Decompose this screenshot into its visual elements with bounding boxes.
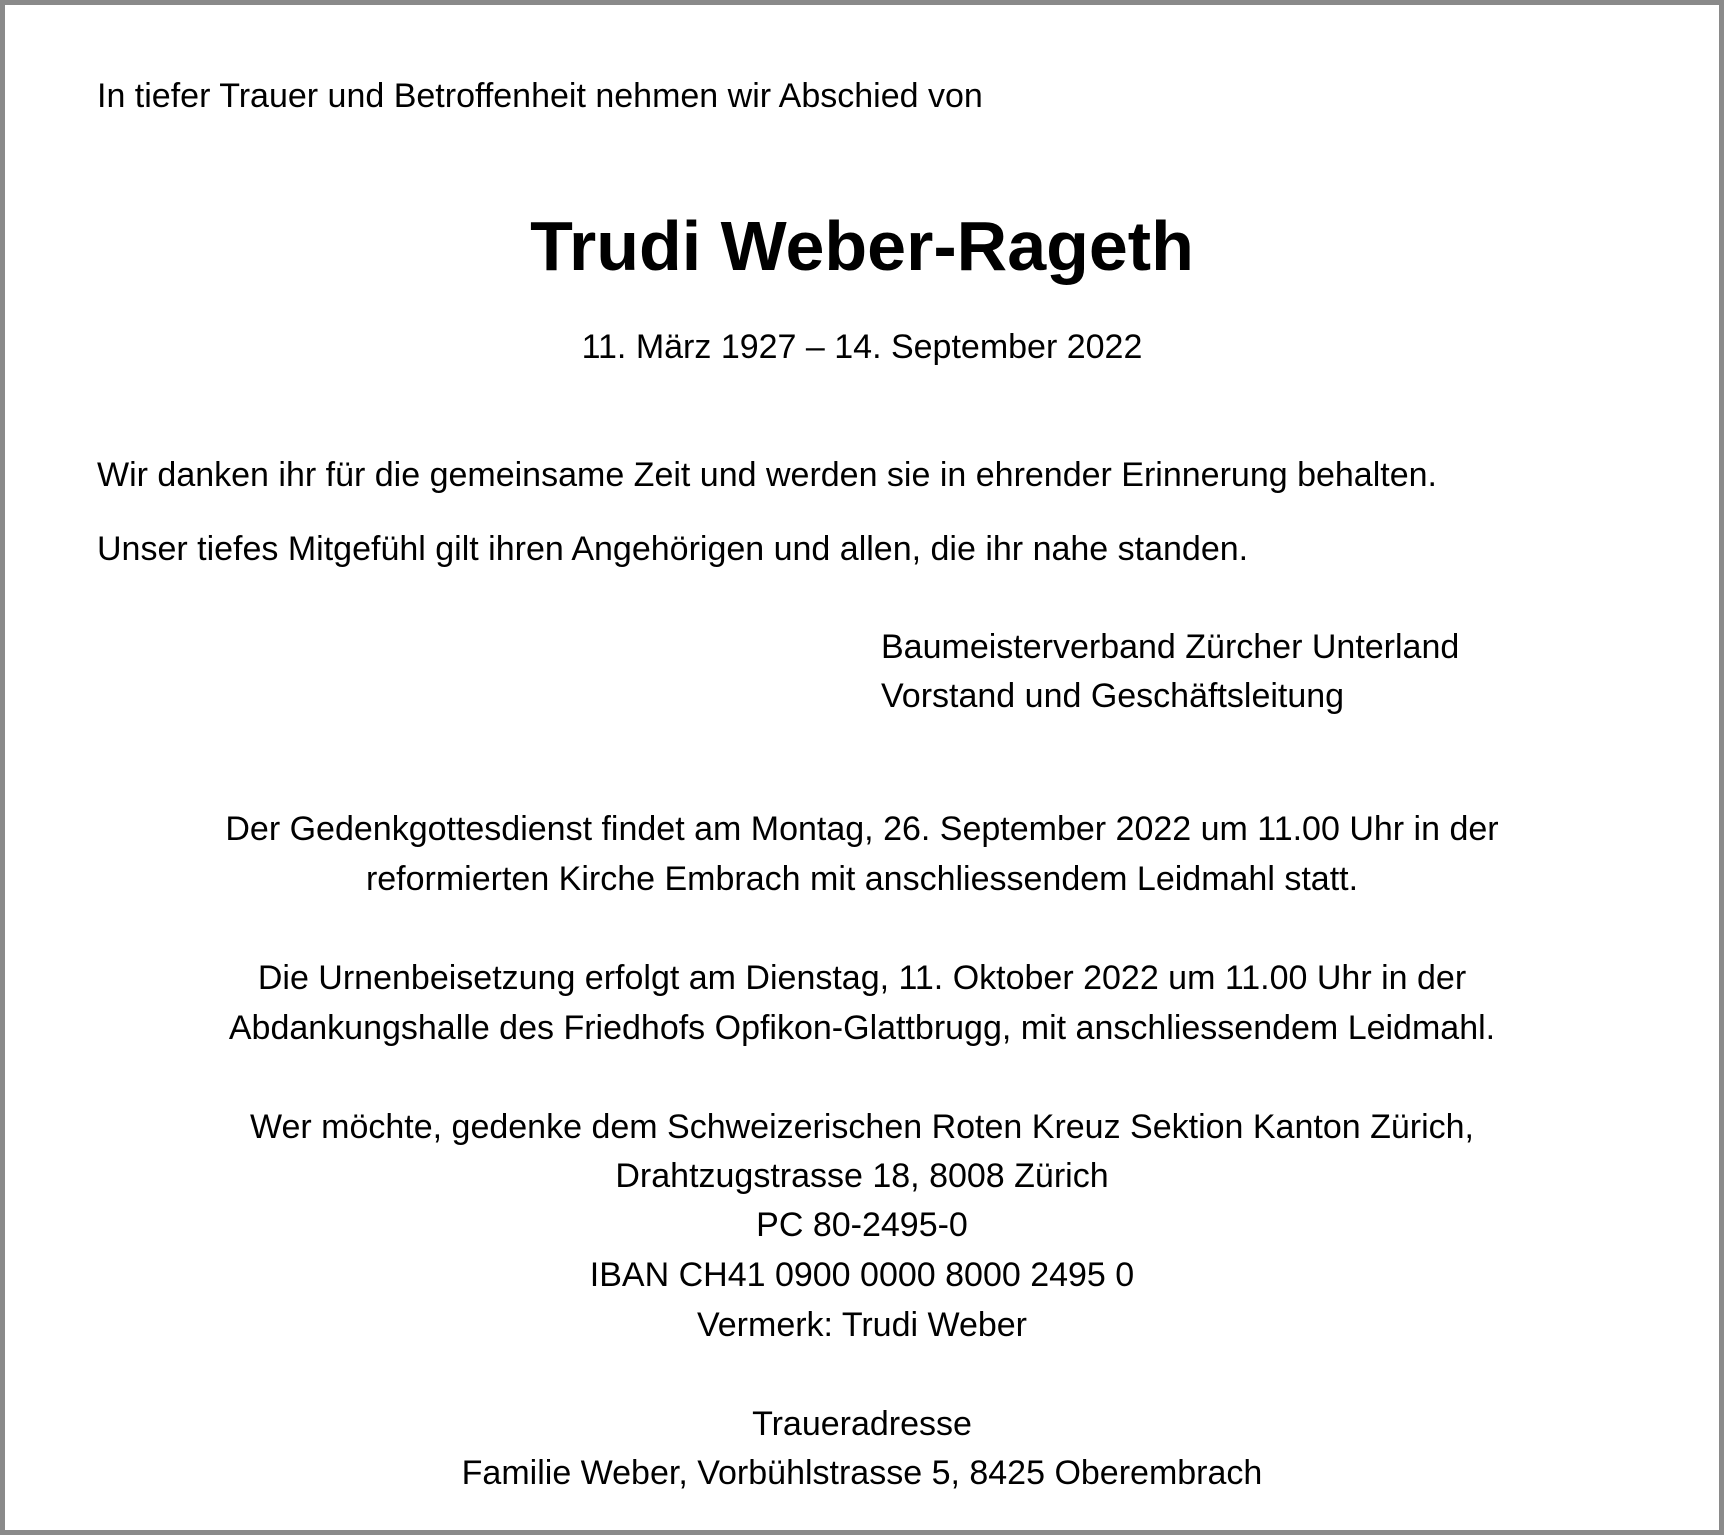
donation-iban: IBAN CH41 0900 0000 8000 2495 0 [589,1256,1135,1294]
donation-reference: Vermerk: Trudi Weber [696,1306,1028,1344]
sender-board: Vorstand und Geschäftsleitung [881,677,1345,715]
urn-burial-line-2: Abdankungshalle des Friedhofs Opfikon-Glattbrugg, mit anschliessendem Leidmahl. [228,1009,1496,1047]
thanks-line-1: Wir danken ihr für die gemeinsame Zeit und werden sie in ehrender Erinnerung behalten. [97,456,1437,494]
intro-text: In tiefer Trauer und Betroffenheit nehmen wir Abschied von [97,77,983,115]
donation-postal-account: PC 80-2495-0 [756,1206,968,1244]
donation-address: Drahtzugstrasse 18, 8008 Zürich [615,1157,1109,1195]
mourning-address-label: Traueradresse [752,1405,972,1443]
memorial-service-line-1: Der Gedenkgottesdienst findet am Montag, 26. September 2022 um 11.00 Uhr in der [225,810,1499,848]
donation-request: Wer möchte, gedenke dem Schweizerischen Roten Kreuz Sektion Kanton Zürich, [250,1108,1474,1146]
thanks-line-2: Unser tiefes Mitgefühl gilt ihren Angehörigen und allen, die ihr nahe standen. [97,530,1249,568]
mourning-address: Familie Weber, Vorbühlstrasse 5, 8425 Oberembrach [461,1454,1263,1492]
deceased-name: Trudi Weber-Rageth [530,207,1194,285]
memorial-service-line-2: reformierten Kirche Embrach mit anschliessendem Leidmahl statt. [365,860,1359,898]
sender-organization: Baumeisterverband Zürcher Unterland [881,628,1460,666]
urn-burial-line-1: Die Urnenbeisetzung erfolgt am Dienstag, 11. Oktober 2022 um 11.00 Uhr in der [257,959,1467,997]
life-dates: 11. März 1927 – 14. September 2022 [581,328,1143,366]
